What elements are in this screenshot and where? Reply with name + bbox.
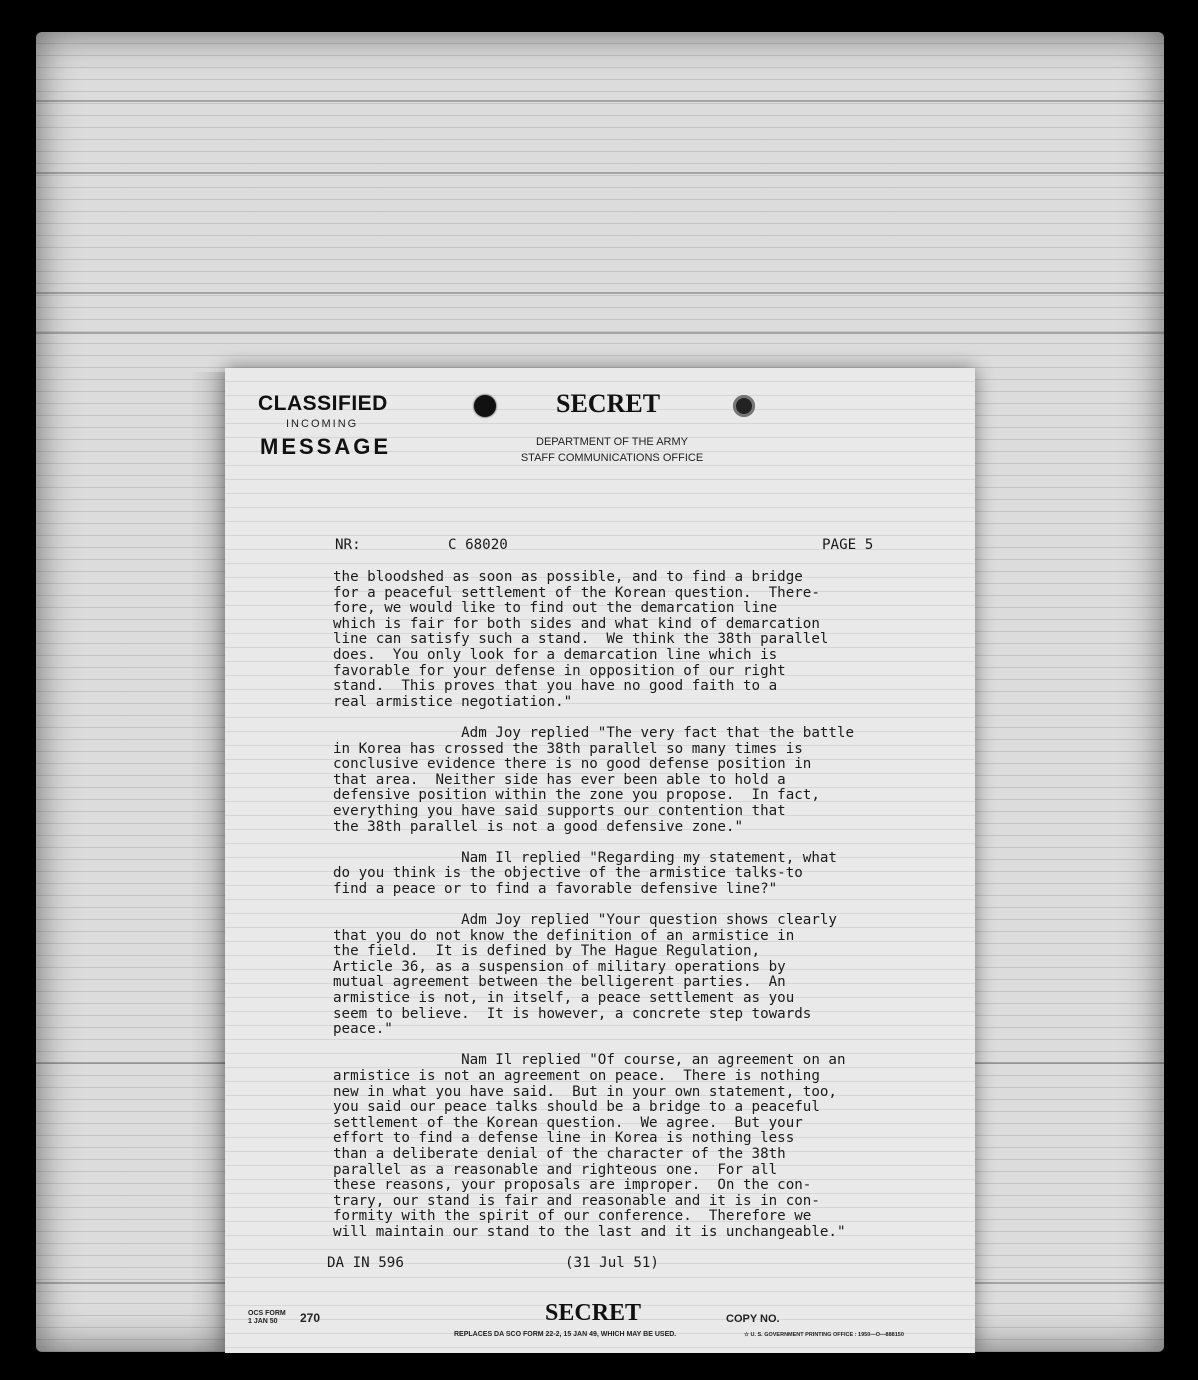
- body-line: seem to believe. It is however, a concrete step towards: [333, 1005, 812, 1022]
- body-line: these reasons, your proposals are improper. On the con-: [333, 1177, 812, 1194]
- body-line: for a peaceful settlement of the Korean question. There-: [333, 584, 820, 601]
- body-line: real armistice negotiation.": [333, 693, 573, 710]
- body-line: [333, 835, 854, 851]
- body-line: formity with the spirit of our conference. Therefore we: [333, 1208, 812, 1225]
- body-line: [333, 710, 854, 726]
- body-line: trary, our stand is fair and reasonable and it is in con-: [333, 1192, 820, 1209]
- department-block: [512, 434, 712, 466]
- body-line: you said our peace talks should be a bridge to a peaceful: [333, 1099, 820, 1116]
- copy-number-label: COPY NO.: [726, 1313, 780, 1325]
- body-line: the 38th parallel is not a good defensive zone.": [333, 818, 743, 835]
- incoming-label: INCOMING: [286, 418, 359, 430]
- body-line: peace.": [333, 1021, 393, 1038]
- body-line: Adm Joy replied "The very fact that the battle: [333, 724, 855, 741]
- body-line: Nam Il replied "Of course, an agreement on an: [333, 1052, 846, 1069]
- body-line: the field. It is defined by The Hague Regulation,: [333, 943, 761, 960]
- da-in-reference: DA IN 596: [327, 1255, 404, 1271]
- body-line: do you think is the objective of the armistice talks-to: [333, 865, 803, 882]
- body-line: favorable for your defense in opposition of our right: [333, 662, 786, 679]
- body-line: [333, 1038, 854, 1054]
- body-line: mutual agreement between the belligerent parties. An: [333, 974, 786, 991]
- body-line: than a deliberate denial of the character of the 38th: [333, 1145, 786, 1162]
- punch-hole-right: [733, 395, 755, 417]
- body-line: settlement of the Korean question. We agree. But your: [333, 1114, 803, 1131]
- message-date: (31 Jul 51): [565, 1255, 659, 1271]
- body-line: fore, we would like to find out the demarcation line: [333, 600, 778, 617]
- punch-hole-left: [474, 395, 496, 417]
- nr-value: C 68020: [448, 537, 508, 553]
- replaces-note: REPLACES DA SCO FORM 22-2, 15 JAN 49, WHICH MAY BE USED.: [454, 1331, 677, 1338]
- body-line: parallel as a reasonable and righteous one. For all: [333, 1161, 778, 1178]
- body-line: [333, 897, 854, 913]
- body-line: does. You only look for a demarcation line which is: [333, 646, 778, 663]
- body-line: that area. Neither side has ever been able to hold a: [333, 771, 786, 788]
- body-line: new in what you have said. But in your own statement, too,: [333, 1083, 837, 1100]
- department-line: DEPARTMENT OF THE ARMY: [536, 436, 688, 448]
- office-line: STAFF COMMUNICATIONS OFFICE: [520, 452, 704, 464]
- body-line: conclusive evidence there is no good defense position in: [333, 756, 812, 773]
- body-line: in Korea has crossed the 38th parallel so many times is: [333, 740, 803, 757]
- body-line: Adm Joy replied "Your question shows clearly: [333, 912, 837, 929]
- nr-label: NR:: [335, 537, 361, 553]
- body-line: that you do not know the definition of an armistice in: [333, 927, 795, 944]
- body-line: everything you have said supports our contention that: [333, 802, 786, 819]
- ocs-form-date: 1 JAN 50: [248, 1318, 278, 1325]
- body-line: Article 36, as a suspension of military operations by: [333, 958, 786, 975]
- ocs-form-label: [248, 1310, 286, 1326]
- body-line: Nam Il replied "Regarding my statement, what: [333, 849, 837, 866]
- ocs-form-number: 270: [300, 1311, 321, 1325]
- paper-shadow: [190, 372, 230, 1352]
- body-line: armistice is not, in itself, a peace settlement as you: [333, 990, 795, 1007]
- body-line: effort to find a defense line in Korea is nothing less: [333, 1130, 795, 1147]
- body-line: find a peace or to find a favorable defensive line?": [333, 880, 778, 897]
- ocs-form-name: OCS FORM: [248, 1310, 286, 1317]
- body-line: stand. This proves that you have no good faith to a: [333, 678, 778, 695]
- secret-heading: SECRET: [556, 389, 661, 418]
- body-line: will maintain our stand to the last and it is unchangeable.": [333, 1223, 846, 1240]
- classified-heading: CLASSIFIED: [258, 392, 388, 415]
- body-line: line can satisfy such a stand. We think the 38th parallel: [333, 631, 829, 648]
- page-number: PAGE 5: [822, 537, 874, 553]
- body-line: defensive position within the zone you propose. In fact,: [333, 787, 820, 804]
- body-line: which is fair for both sides and what kind of demarcation: [333, 615, 820, 632]
- body-line: the bloodshed as soon as possible, and to find a bridge: [333, 569, 803, 585]
- body-line: armistice is not an agreement on peace. There is nothing: [333, 1068, 820, 1084]
- message-body: [333, 570, 854, 1241]
- message-heading: MESSAGE: [260, 434, 392, 459]
- printing-office-note: ☆ U. S. GOVERNMENT PRINTING OFFICE : 1950—O—888150: [744, 1332, 904, 1338]
- footer-secret: SECRET: [545, 1300, 642, 1326]
